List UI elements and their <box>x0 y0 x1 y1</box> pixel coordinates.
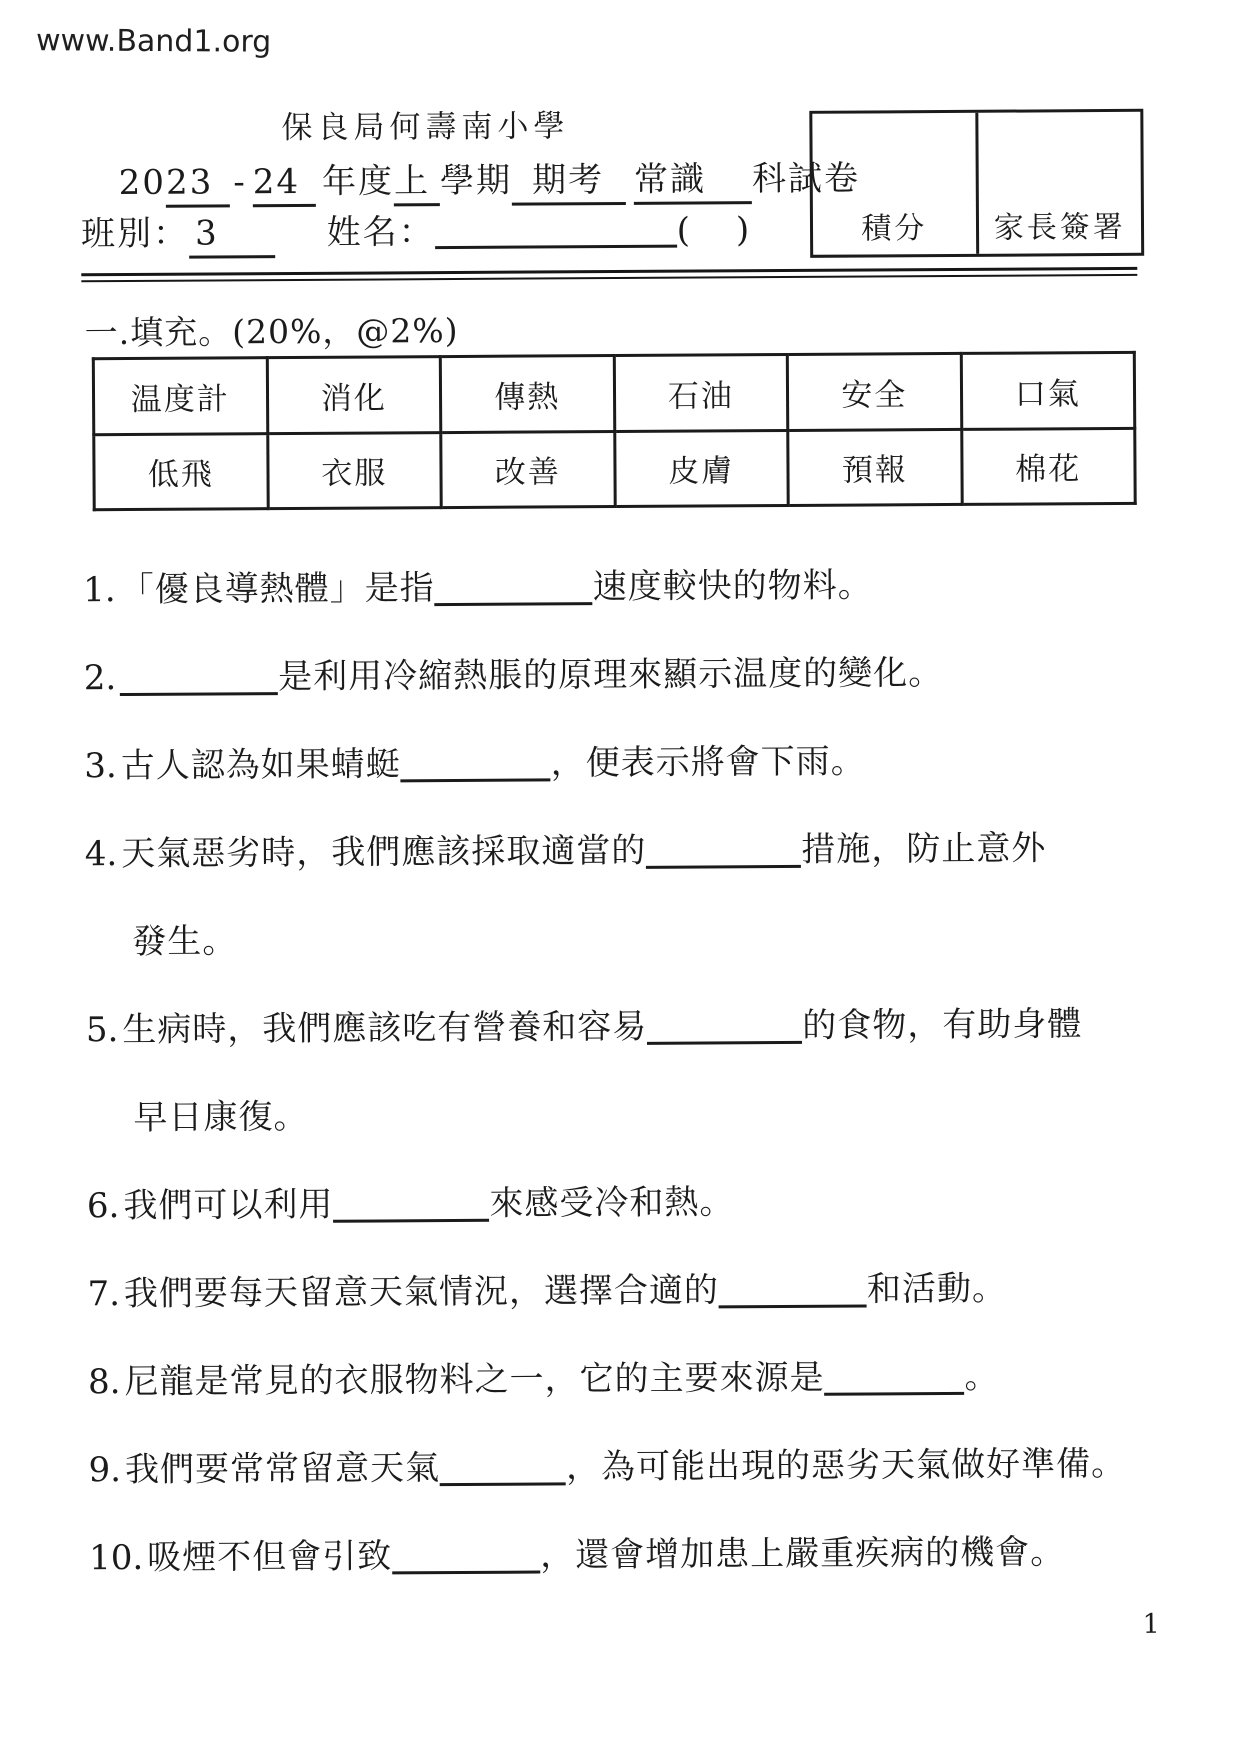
question-line <box>87 1243 1208 1338</box>
question-line <box>86 979 1207 1074</box>
text-segment: 措施，防止意外 <box>801 828 1047 870</box>
school-name: 保良局何壽南小學 <box>281 108 570 147</box>
text-segment: 尼龍是常見的衣服物料之一，它的主要來源是 <box>124 1357 825 1403</box>
word-bank-cell: 消化 <box>267 357 441 434</box>
text-segment: 我們要常常留意天氣 <box>124 1448 441 1491</box>
answer-blank <box>392 1537 540 1575</box>
question-number: 8. <box>87 1362 121 1403</box>
text-segment: - <box>233 162 247 203</box>
word-bank-cell: 預報 <box>788 429 962 506</box>
text-segment: 常識 <box>634 159 752 205</box>
question-number: 3. <box>84 746 117 787</box>
text-segment: 速度較快的物料。 <box>592 565 873 608</box>
word-bank-row <box>93 352 1134 434</box>
text-segment: 生病時，我們應該吃有營養和容易 <box>122 1006 648 1051</box>
text-segment: 學期 <box>439 160 513 202</box>
text-segment: 3 <box>189 213 275 259</box>
page-number: 1 <box>1142 1608 1160 1640</box>
question-line <box>83 627 1204 722</box>
text-segment: 20 <box>118 162 167 204</box>
text-segment: ，為可能出現的惡劣天氣做好準備。 <box>565 1443 1127 1488</box>
word-bank-cell: 口氣 <box>961 352 1135 429</box>
text-segment: 來感受冷和熱。 <box>489 1182 735 1224</box>
answer-blank <box>401 744 551 782</box>
question-number: 6. <box>86 1186 120 1227</box>
word-bank-cell: 低飛 <box>94 433 268 510</box>
section-heading: 一.填充。(20%，@2%) <box>84 310 459 353</box>
text-segment: 23 <box>166 162 230 207</box>
parent-signature-label: 家長簽署 <box>993 209 1126 246</box>
question-continuation-line <box>86 1067 1207 1162</box>
question-number: 4. <box>84 834 118 875</box>
text-segment: ) <box>735 210 752 251</box>
question-line <box>83 539 1204 634</box>
score-signature-box <box>809 109 1144 258</box>
question-number: 2. <box>83 658 117 699</box>
watermark-url: www.Band1.org <box>35 23 272 60</box>
answer-blank <box>440 1448 566 1486</box>
word-bank-table <box>92 351 1137 511</box>
text-segment: ，便表示將會下雨。 <box>550 741 866 784</box>
text-segment: 是利用冷縮熱脹的原理來顯示温度的變化。 <box>278 653 944 698</box>
question-number: 5. <box>85 1010 119 1051</box>
question-line <box>84 715 1205 810</box>
text-segment: 班別： <box>80 213 190 255</box>
word-bank-cell: 傳熱 <box>440 356 614 433</box>
word-bank-cell: 改善 <box>441 431 615 508</box>
text-segment: 24 <box>253 162 317 207</box>
text-segment: 年度 <box>321 161 395 202</box>
text-segment: 上 <box>394 161 440 206</box>
question-number: 9. <box>88 1450 122 1491</box>
answer-blank <box>824 1358 964 1396</box>
question-line <box>88 1419 1209 1514</box>
text-segment: ( <box>676 210 693 251</box>
question-continuation-line <box>85 891 1206 986</box>
answer-blank <box>435 568 593 606</box>
question-number: 10. <box>89 1537 144 1579</box>
answer-blank <box>120 658 278 696</box>
text-segment: 和活動。 <box>866 1268 1008 1310</box>
word-bank-cell: 棉花 <box>961 428 1135 505</box>
question-line <box>87 1155 1208 1250</box>
text-segment: ，還會增加患上嚴重疾病的機會。 <box>540 1532 1066 1576</box>
text-segment: 姓名： <box>326 212 435 253</box>
score-label: 積分 <box>861 211 928 247</box>
question-line <box>88 1331 1209 1426</box>
text-segment: 我們可以利用 <box>123 1184 334 1227</box>
text-segment: 古人認為如果蜻蜓 <box>120 744 401 787</box>
text-segment: 科試卷 <box>751 158 861 200</box>
exam-title-line <box>118 156 861 206</box>
question-line <box>89 1507 1210 1602</box>
page-header <box>80 105 861 258</box>
score-cell <box>812 113 978 255</box>
answer-blank <box>647 1007 802 1045</box>
answer-blank <box>435 211 677 249</box>
text-segment: 我們要每天留意天氣情況，選擇合適的 <box>123 1270 720 1315</box>
question-number: 7. <box>87 1274 121 1315</box>
question-number: 1. <box>83 570 116 611</box>
word-bank-row <box>94 428 1135 510</box>
text-segment: 的食物，有助身體 <box>802 1004 1083 1046</box>
parent-signature-cell <box>978 112 1141 254</box>
question-line <box>85 803 1206 898</box>
word-bank-cell: 石油 <box>614 354 788 431</box>
word-bank-cell: 皮膚 <box>614 430 788 507</box>
text-segment: 發生。 <box>132 921 238 962</box>
class-name-line <box>81 206 771 258</box>
text-segment: 吸煙不但會引致 <box>147 1536 393 1578</box>
text-segment: 早日康復。 <box>133 1096 309 1138</box>
word-bank-cell: 衣服 <box>267 432 441 509</box>
answer-blank <box>646 831 801 869</box>
text-segment: 「優良導熱體」是指 <box>119 568 435 611</box>
text-segment: 期考 <box>512 160 626 206</box>
word-bank-cell: 温度計 <box>93 358 267 435</box>
word-bank-cell: 安全 <box>787 353 961 430</box>
answer-blank <box>333 1185 489 1223</box>
text-segment: 天氣惡劣時，我們應該採取適當的 <box>121 830 647 875</box>
questions-list <box>83 539 1209 1602</box>
header-divider <box>81 267 1137 282</box>
text-segment: 。 <box>964 1356 1000 1397</box>
answer-blank <box>719 1270 867 1308</box>
